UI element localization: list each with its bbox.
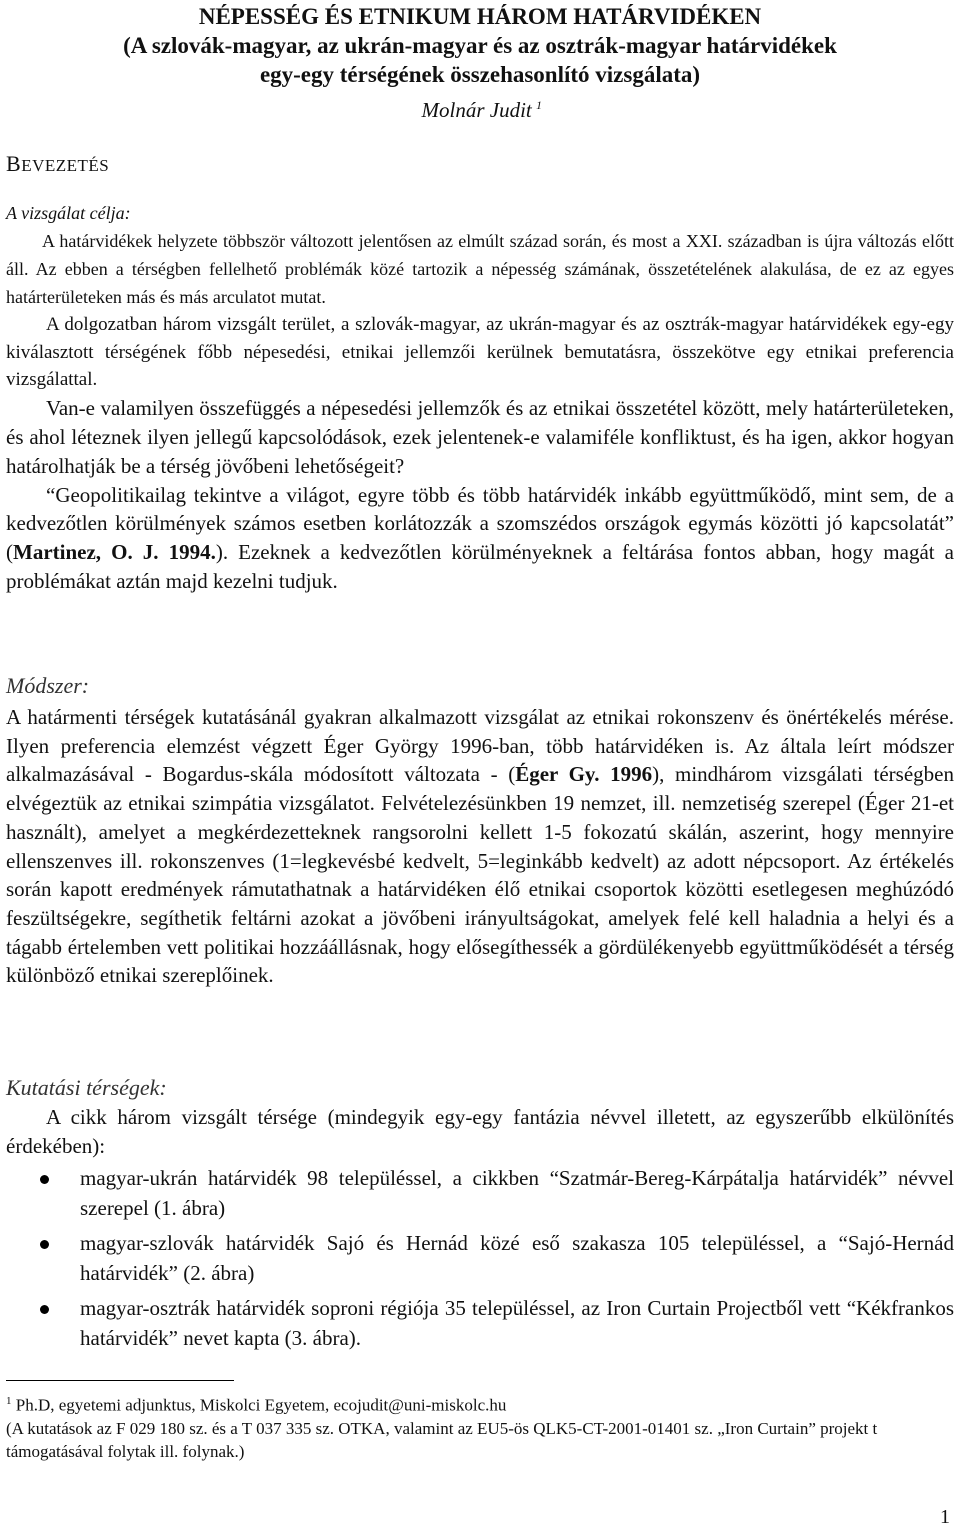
footnote-divider [6, 1380, 234, 1381]
aim-paragraph-2: A dolgozatban három vizsgált terület, a szlovák-magyar, az ukrán-magyar és az osztrák-magyar határvidékek egy-egy kiválasztott térségének főbb népesedési, etnikai jellemzői kerülnek bemutatásra, összekötve egy etnikai preferencia vizsgálattal. [6, 314, 954, 390]
footnote-text-1: Ph.D, egyetemi adjunktus, Miskolci Egyetem, ecojudit@uni-miskolc.hu [11, 1395, 507, 1415]
aim-paragraph-4 [6, 481, 954, 596]
aim-paragraph-3: Van-e valamilyen összefüggés a népesedési jellemzők és az etnikai összetétel között, mely határterületeken, és ahol léteznek ilyen jellegű kapcsolódások, ezek jelentenek-e valamiféle konfliktust, és ha igen, akkor hogyan határolhatják be a térség jövőbeni lehetőségeit? [6, 395, 954, 478]
author-footnote-mark: 1 [536, 98, 542, 112]
section-heading-intro [6, 151, 109, 177]
title-line-1: NÉPESSÉG ÉS ETNIKUM HÁROM HATÁRVIDÉKEN [198, 4, 762, 29]
citation-martinez: Martinez, O. J. 1994. [13, 539, 216, 564]
regions-list [0, 1163, 954, 1358]
bullet-icon [40, 1305, 49, 1314]
method-text-a: A határmenti térségek kutatásánál gyakran alkalmazott vizsgálat az etnikai rokonszenv és önértékelés mérése. Ilyen preferencia elemzést végzett Éger György 1996-ban, több határvidéken is. Az általa leírt módszer alkalmazásával - Bogardus-skála módosított változata - ( [6, 705, 954, 787]
regions-heading: Kutatási térségek: [6, 1075, 167, 1100]
method-paragraph [6, 703, 954, 990]
aim-p4-text-b: ). Ezeknek a kedvezőtlen körülményeknek a feltárása fontos abban, hogy magát a problémákat aztán majd kezelni tudjuk. [6, 539, 955, 593]
list-item [0, 1228, 954, 1288]
list-item-text: magyar-szlovák határvidék Sajó és Hernád közé eső szakasza 105 településsel, a “Sajó-Hernád határvidék” (2. ábra) [80, 1231, 954, 1285]
footnote-text-2: (A kutatások az F 029 180 sz. és a T 037 335 sz. OTKA, valamint az EU5-ös QLK5-CT-2001-01401 sz. „Iron Curtain” projekt t támogatásával folytak ill. folynak.) [6, 1418, 878, 1461]
list-item [0, 1163, 954, 1223]
author-name: Molnár Judit [421, 98, 532, 122]
list-item-text: magyar-ukrán határvidék 98 településsel, a cikkben “Szatmár-Bereg-Kárpátalja határvidék” névvel szerepel (1. ábra) [80, 1166, 954, 1220]
footnote-mark: 1 [6, 1395, 12, 1407]
list-item-text: magyar-osztrák határvidék soproni régiója 35 településsel, az Iron Curtain Projectből vett “Kékfrankos határvidék” nevet kapta (3. ábra). [80, 1296, 954, 1350]
method-text-b: ), mindhárom vizsgálati térségben elvégeztük az etnikai szimpátia vizsgálatot. Felvételezésünkben 19 nemzet, ill. nemzetiség szerepel (Éger 21-et használt), amelyet a megkérdezetteknek rangsorolni kellett 1-5 fokozatú skálán, aszerint, hogy mennyire ellenszenves ill. rokonszenves (1=legkevésbé kedvelt, 5=leginkább kedvelt) az adott népcsoport. Az értékelés során kapott eredmények rámutathatnak a határvidéken élő etnikai csoportok közötti esetlegesen meghúzódó feszültségekre, segíthetik feltárni azokat a jövőbeni irányultságokat, amelyek felé kell haladnia a helyi és a tágabb értelemben vett politikai hozzáállásnak, hogy elősegíthessék a gördülékenyebb együttműködését a térség különböző etnikai szereplőinek. [6, 762, 954, 988]
intro-cap: B [6, 151, 22, 176]
regions-intro: A cikk három vizsgált térsége (mindegyik egy-egy fantázia névvel illetett, az egyszerűbb elkülönítés érdekében): [6, 1105, 954, 1158]
title-line-2: (A szlovák-magyar, az ukrán-magyar és az osztrák-magyar határvidékek [123, 33, 837, 58]
aim-paragraph-1: A határvidékek helyzete többször változott jelentősen az elmúlt század során, és most a XXI. században is újra változás előtt áll. Az ebben a térségben fellelhető problémák közé tartozik a népesség számának, összetételének alakulása, de ez az egyes határterületeken más és más arculatot mutat. [6, 231, 954, 307]
citation-eger: Éger Gy. 1996 [515, 762, 653, 787]
footnote [6, 1390, 954, 1463]
title-line-3: egy-egy térségének összehasonlító vizsgálata) [259, 62, 701, 87]
author [422, 98, 542, 123]
bullet-icon [40, 1175, 49, 1184]
footnote-line-1 [6, 1390, 954, 1417]
list-item [0, 1293, 954, 1353]
page-number: 1 [940, 1506, 950, 1528]
aim-section [6, 199, 954, 595]
title-block [0, 2, 960, 89]
aim-heading: A vizsgálat célja: [6, 203, 131, 223]
aim-p4-text-a: “Geopolitikailag tekintve a világot, egyre több és több határvidék inkább együttműködő, mint sem, de a kedvezőtlen körülmények számos esetben korlátozzák a szomszédos országok egymás közötti jó kapcsolatát” ( [6, 482, 954, 564]
method-heading: Módszer: [6, 673, 90, 698]
method-section [6, 673, 954, 990]
regions-section [6, 1075, 954, 1160]
bullet-icon [40, 1240, 49, 1249]
intro-rest: EVEZETÉS [21, 156, 110, 175]
